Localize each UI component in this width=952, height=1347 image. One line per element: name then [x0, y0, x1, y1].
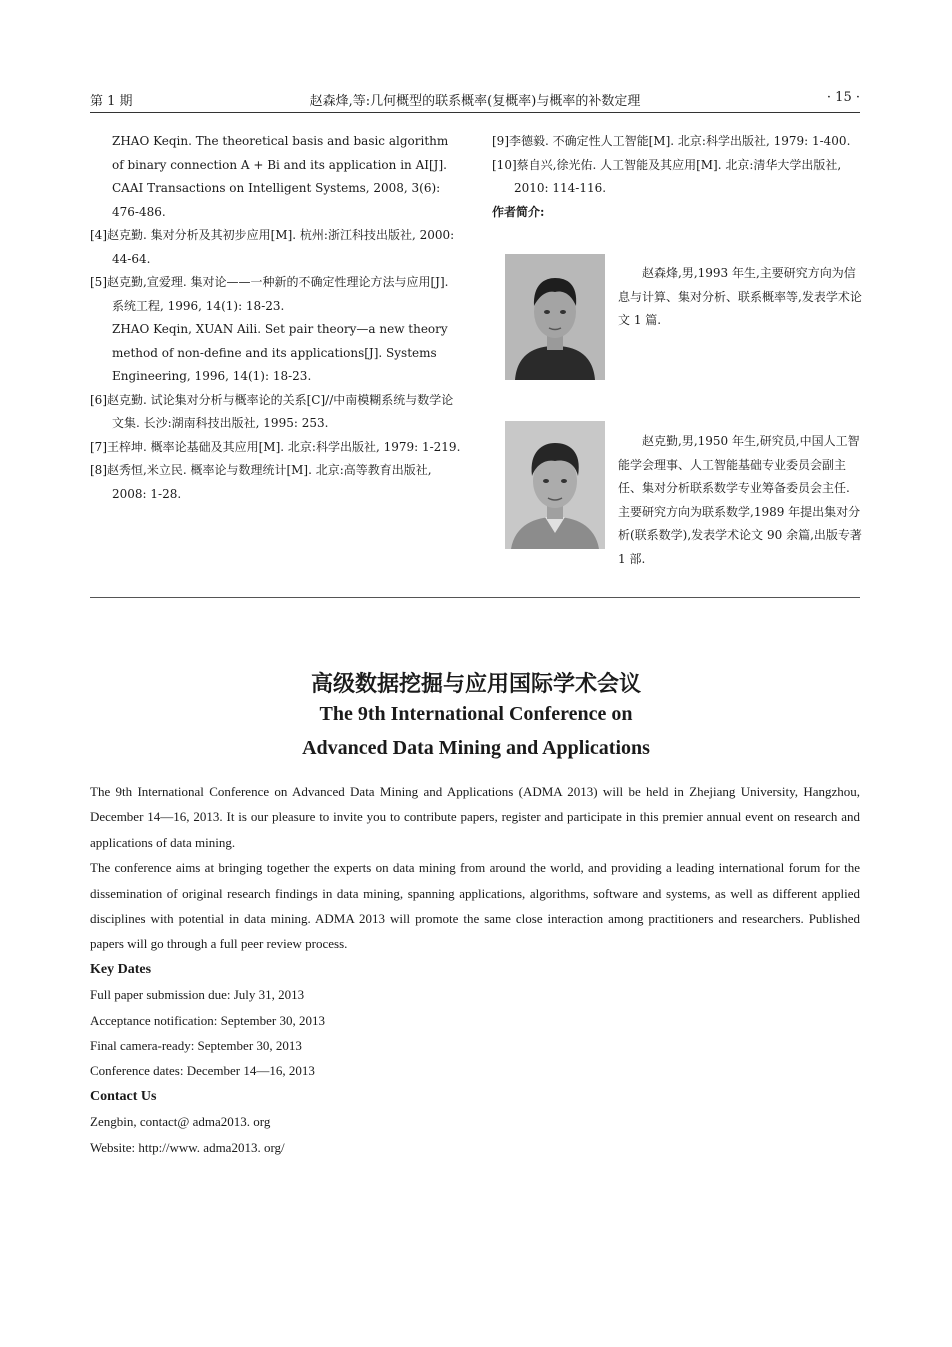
reference-text: 赵秀恒,米立民. 概率论与数理统计[M]. 北京:高等教育出版社, 2008: 1-28. [107, 463, 432, 501]
conference-paragraph-2: The conference aims at bringing together the experts on data mining from around the world, and providing a leading international forum for the dissemination of original research findings in data mining, spanning applications, algorithms, software and systems, as well as different applied disciplines with potential in data mining. ADMA 2013 will promote the same close interaction among practitioners and researchers. Published papers will go through a full peer review process. [90, 860, 860, 952]
reference-text: 赵克勤. 集对分析及其初步应用[M]. 杭州:浙江科技出版社, 2000: 44-64. [107, 228, 455, 266]
reference-text: 赵克勤. 试论集对分析与概率论的关系[C]//中南模糊系统与数学论文集. 长沙:湖南科技出版社, 1995: 253. [107, 392, 454, 430]
reference-entry [90, 459, 462, 506]
page-number: · 15 · [826, 90, 860, 105]
reference-text: 王梓坤. 概率论基础及其应用[M]. 北京:科学出版社, 1979: 1-219. [107, 439, 461, 454]
key-date-item: Conference dates: December 14—16, 2013 [90, 1063, 315, 1079]
reference-number: [10] [492, 157, 517, 172]
reference-english: ZHAO Keqin, XUAN Aili. Set pair theory—a new theory method of non-define and its applications[J]. Systems Engineering, 1996, 14(1): 18-23. [112, 322, 448, 383]
running-header [90, 90, 860, 114]
reference-number: [7] [90, 439, 107, 454]
running-title: 赵森烽,等:几何概型的联系概率(复概率)与概率的补数定理 [309, 94, 641, 109]
conference-paragraph-1: The 9th International Conference on Advanced Data Mining and Applications (ADMA 2013) will be held in Zhejiang University, Hangzhou, December 14—16, 2013. It is our pleasure to invite you to contribute papers, register and participate in this premier annual event on research and applications of data mining. [90, 784, 860, 850]
reference-number: [8] [90, 463, 107, 477]
references-left [90, 130, 462, 506]
issue-number: 第 1 期 [90, 94, 133, 109]
reference-entry [90, 224, 462, 271]
conference-title-cn: 高级数据挖掘与应用国际学术会议 [310, 671, 641, 697]
author-bio-2: 赵克勤,男,1950 年生,研究员,中国人工智能学会理事、人工智能基础专业委员会副主任、集对分析联系数学专业筹备委员会主任. 主要研究方向为联系数学,1989 年提出集对分析(联系数学),发表学术论文 90 余篇,出版专著 1 部. [618, 434, 862, 566]
conference-title-en-line2: Advanced Data Mining and Applications [302, 737, 650, 759]
reference-number: [6] [90, 392, 107, 407]
reference-number: [4] [90, 228, 107, 242]
reference-text: ZHAO Keqin. The theoretical basis and basic algorithm of binary connection A + Bi and its application in AI[J]. CAAI Transactions on Intelligent Systems, 2008, 3(6): 476-486. [112, 134, 449, 219]
section-divider [90, 597, 860, 598]
reference-text: 蔡自兴,徐光佑. 人工智能及其应用[M]. 北京:清华大学出版社, 2010: 114-116. [514, 157, 842, 195]
reference-entry [90, 271, 462, 389]
reference-entry [90, 436, 462, 460]
conference-body [90, 779, 860, 1160]
key-date-item: Final camera-ready: September 30, 2013 [90, 1038, 302, 1054]
key-date-item: Full paper submission due: July 31, 2013 [90, 987, 305, 1003]
reference-entry [492, 154, 860, 201]
reference-number: [5] [90, 275, 107, 289]
contact-email: Zengbin, contact@ adma2013. org [90, 1114, 271, 1130]
key-date-item: Acceptance notification: September 30, 2013 [90, 1012, 326, 1028]
reference-entry [90, 389, 462, 436]
author-intro-heading: 作者简介: [492, 204, 545, 219]
conference-title-en-line1: The 9th International Conference on [319, 703, 633, 725]
reference-entry [90, 130, 462, 224]
author-bio-1: 赵森烽,男,1993 年生,主要研究方向为信息与计算、集对分析、联系概率等,发表学术论文 1 篇. [618, 266, 862, 327]
author-photo-1 [505, 254, 605, 380]
header-rule [90, 112, 860, 113]
reference-entry [492, 130, 860, 154]
reference-number: [9] [492, 134, 509, 148]
contact-heading: Contact Us [90, 1088, 157, 1104]
references-right [492, 130, 860, 224]
author-photo-2 [505, 421, 605, 549]
reference-text: 赵克勤,宣爱理. 集对论——一种新的不确定性理论方法与应用[J]. 系统工程, 1996, 14(1): 18-23. [107, 275, 449, 313]
reference-text: 李德毅. 不确定性人工智能[M]. 北京:科学出版社, 1979: 1-400. [509, 134, 851, 148]
conference-website: Website: http://www. adma2013. org/ [90, 1139, 285, 1155]
key-dates-heading: Key Dates [90, 961, 152, 977]
